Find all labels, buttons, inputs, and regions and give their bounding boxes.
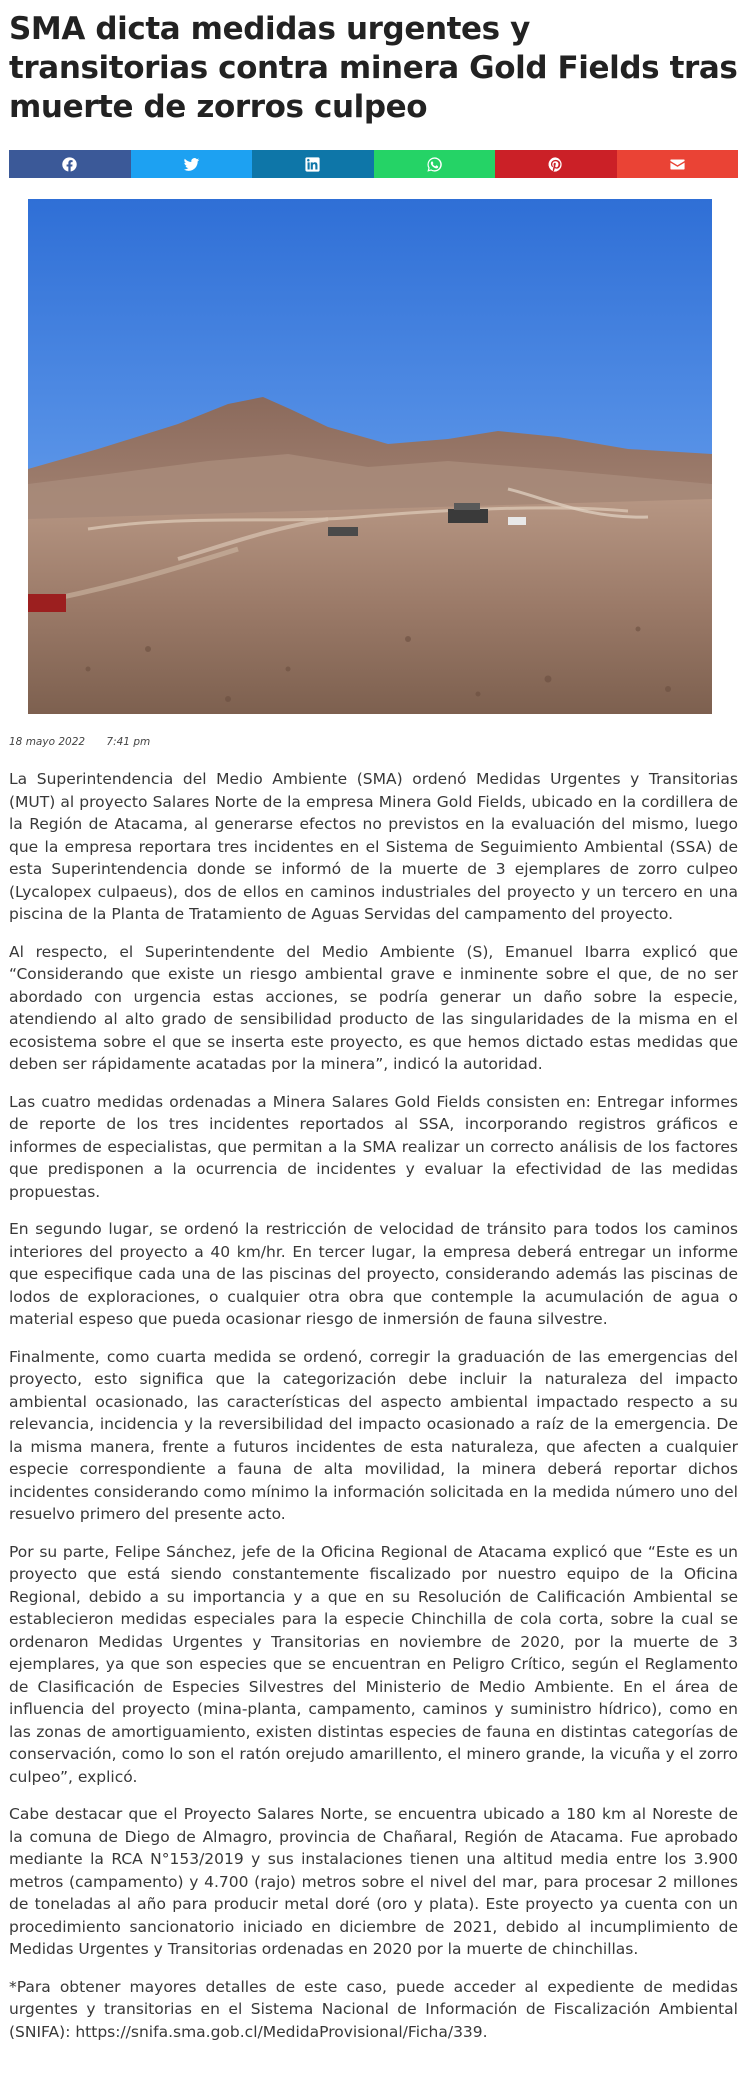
share-pinterest-button[interactable]: [495, 150, 617, 178]
pinterest-icon: [547, 156, 564, 173]
article-paragraph: Las cuatro medidas ordenadas a Minera Salares Gold Fields consisten en: Entregar informes de reporte de los tres incidentes reportados al SSA, incorporando registros gráficos e informes de especialistas, que permitan a la SMA realizar un correcto análisis de los factores que predisponen a la ocurrencia de incidentes y evaluar la efectividad de las medidas propuestas.: [9, 1092, 738, 1201]
whatsapp-icon: [426, 156, 443, 173]
share-facebook-button[interactable]: [9, 150, 131, 178]
share-bar: [9, 150, 738, 178]
article-body: [9, 768, 738, 2058]
linkedin-icon: [304, 156, 321, 173]
article-paragraph: En segundo lugar, se ordenó la restricción de velocidad de tránsito para todos los caminos interiores del proyecto a 40 km/hr. En tercer lugar, la empresa deberá entregar un informe que especifique cada una de las piscinas del proyecto, considerando además las piscinas de lodos de exploraciones, o cualquier otra obra que contemple la acumulación de agua o material espeso que pueda ocasionar riesgo de inmersión de fauna silvestre.: [9, 1220, 738, 1328]
article-paragraph: La Superintendencia del Medio Ambiente (SMA) ordenó Medidas Urgentes y Transitorias (MUT) al proyecto Salares Norte de la empresa Minera Gold Fields, ubicado en la cordillera de la Región de Atacama, al generarse efectos no previstos en la evaluación del mismo, luego que la empresa reportara tres incidentes en el Sistema de Seguimiento Ambiental (SSA) de esta Superintendencia donde se informó de la muerte de 3 ejemplares de zorro culpeo (Lycalopex culpaeus), dos de ellos en caminos industriales del proyecto y un tercero en una piscina de la Planta de Tratamiento de Aguas Servidas del campamento del proyecto.: [9, 770, 738, 923]
facebook-icon: [61, 156, 78, 173]
article-paragraph: Cabe destacar que el Proyecto Salares Norte, se encuentra ubicado a 180 km al Noreste de la comuna de Diego de Almagro, provincia de Chañaral, Región de Atacama. Fue aprobado mediante la RCA N°153/2019 y sus instalaciones tienen una altitud media entre los 3.900 metros (campamento) y 4.700 (rajo) metros sobre el nivel del mar, para procesar 2 millones de toneladas al año para producir metal doré (oro y plata). Este proyecto ya cuenta con un procedimiento sancionatorio iniciado en diciembre de 2021, debido al incumplimiento de Medidas Urgentes y Transitorias ordenadas en 2020 por la muerte de chinchillas.: [9, 1805, 738, 1958]
share-linkedin-button[interactable]: [252, 150, 374, 178]
article-date: 18 mayo 2022: [9, 736, 86, 748]
article-paragraph: Finalmente, como cuarta medida se ordenó, corregir la graduación de las emergencias del proyecto, esto significa que la categorización debe incluir la naturaleza del impacto ambiental ocasionado, las características del aspecto ambiental impactado respecto a su relevancia, incidencia y la reversibilidad del impacto ocasionado a raíz de la emergencia. De la misma manera, frente a futuros incidentes de esta naturaleza, que afecten a cualquier especie correspondiente a fauna de alta movilidad, la minera deberá reportar dichos incidentes considerando como mínimo la información solicitada en la medida número uno del resuelvo primero del presente acto.: [9, 1347, 738, 1523]
mining-landscape-image: [28, 199, 712, 714]
article-time: 7:41 pm: [106, 736, 151, 748]
envelope-icon: [669, 156, 686, 173]
article-paragraph: Al respecto, el Superintendente del Medio Ambiente (S), Emanuel Ibarra explicó que “Considerando que existe un riesgo ambiental grave e inminente sobre el que, de no ser abordado con urgencia estas acciones, se podría generar un daño sobre la especie, atendiendo al alto grado de sensibilidad producto de las singularidades de la misma en el ecosistema sobre el que se inserta este proyecto, es que hemos dictado estas medidas que deben ser rápidamente acatadas por la minera”, indicó la autoridad.: [9, 942, 738, 1073]
share-whatsapp-button[interactable]: [374, 150, 496, 178]
article-photo: [28, 199, 712, 714]
share-email-button[interactable]: [617, 150, 739, 178]
share-twitter-button[interactable]: [131, 150, 253, 178]
article-paragraph: *Para obtener mayores detalles de este caso, puede acceder al expediente de medidas urgentes y transitorias en el Sistema Nacional de Información de Fiscalización Ambiental (SNIFA): https://snifa.sma.gob.cl/MedidaProvisional/Ficha/339.: [9, 1977, 738, 2041]
article-meta: [9, 736, 168, 748]
twitter-icon: [183, 156, 200, 173]
article-title: SMA dicta medidas urgentes y transitorias contra minera Gold Fields tras muerte de zorros culpeo: [9, 11, 738, 125]
article-paragraph: Por su parte, Felipe Sánchez, jefe de la Oficina Regional de Atacama explicó que “Este es un proyecto que está siendo constantemente fiscalizado por nuestro equipo de la Oficina Regional, debido a su importancia y a que en su Resolución de Calificación Ambiental se establecieron medidas especiales para la especie Chinchilla de cola corta, sobre la cual se ordenaron Medidas Urgentes y Transitorias en noviembre de 2020, por la muerte de 3 ejemplares, ya que son especies que se encuentran en Peligro Crítico, según el Reglamento de Clasificación de Especies Silvestres del Ministerio de Medio Ambiente. En el área de influencia del proyecto (mina-planta, campamento, caminos y suministro hídrico), como en las zonas de amortiguamiento, existen distintas especies de fauna en distintas categorías de conservación, como lo son el ratón orejudo amarillento, el minero grande, la vicuña y el zorro culpeo”, explicó.: [9, 1542, 738, 1786]
